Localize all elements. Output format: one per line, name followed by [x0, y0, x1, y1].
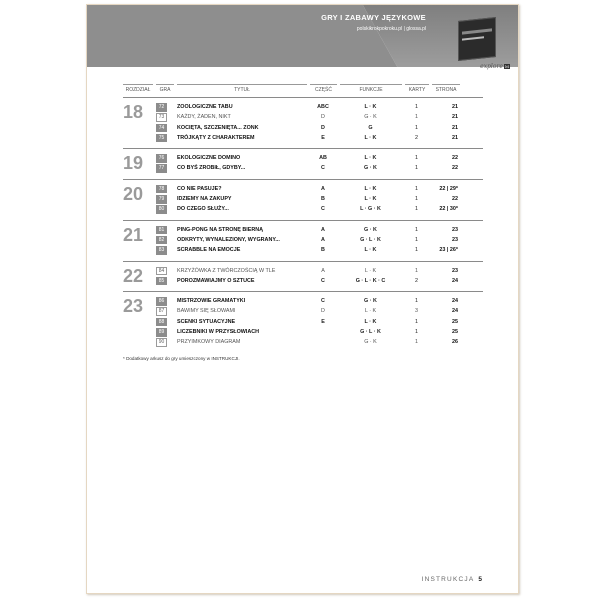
game-part: A — [321, 226, 325, 233]
header-url: polskikrokpokroku.pl | glossa.pl — [356, 26, 426, 32]
game-number: 77 — [156, 164, 167, 173]
game-title: CO BYŚ ZROBIŁ, GDYBY... — [177, 165, 246, 172]
game-part: ABC — [317, 104, 329, 110]
brand-badge: M — [504, 64, 509, 69]
game-functions: L · K — [364, 318, 377, 325]
table-row — [156, 184, 483, 194]
game-functions: L · K — [364, 155, 377, 162]
table-row — [156, 112, 483, 122]
game-cards: 1 — [415, 124, 418, 131]
game-part: AB — [319, 155, 327, 162]
game-title: SCRABBLE NA EMOCJE — [177, 247, 241, 254]
game-cards: 1 — [415, 114, 418, 121]
table-row — [156, 306, 483, 316]
game-functions: L · K — [364, 104, 377, 110]
game-part: E — [321, 134, 325, 141]
game-part: C — [321, 298, 325, 305]
game-number: 81 — [156, 226, 167, 235]
footer-label: INSTRUKCJA — [421, 576, 475, 583]
col-header-page: STRONA — [432, 84, 460, 95]
book-cover-image — [458, 17, 496, 61]
chapter-number: 22 — [123, 265, 144, 286]
game-number: 79 — [156, 195, 167, 204]
game-part — [308, 337, 338, 347]
col-header-cards: KARTY — [405, 84, 429, 95]
game-part: C — [321, 165, 325, 172]
table-row — [156, 153, 483, 163]
game-title: KRZYŻÓWKA Z TWÓRCZOŚCIĄ W TLE — [177, 267, 276, 274]
game-cards: 1 — [415, 196, 418, 203]
table-row — [156, 337, 483, 347]
game-title: CO NIE PASUJE? — [177, 185, 222, 192]
game-number: 72 — [156, 103, 167, 112]
game-number: 83 — [156, 246, 167, 255]
game-page: 21 — [452, 104, 458, 110]
table-header — [123, 84, 483, 95]
col-header-part: CZĘŚĆ — [310, 84, 337, 95]
col-header-functions: FUNKCJE — [340, 84, 402, 95]
game-functions: G · K — [364, 226, 377, 233]
game-page: 25 — [452, 318, 458, 325]
game-cards: 1 — [415, 155, 418, 162]
table-row — [156, 123, 483, 133]
chapter-number: 23 — [123, 296, 144, 317]
game-title: LICZEBNIKI W PRZYSŁOWIACH — [177, 329, 260, 336]
game-functions: L · K — [364, 308, 377, 315]
game-functions: L · K — [364, 247, 377, 254]
table-row — [156, 102, 483, 112]
game-page: 24 — [452, 298, 458, 305]
game-page: 22 | 30* — [439, 206, 458, 213]
game-page: 24 — [452, 277, 458, 284]
game-part: A — [321, 236, 325, 243]
game-number: 82 — [156, 236, 167, 245]
chapter-group — [123, 291, 483, 347]
game-functions: G · K — [364, 114, 377, 121]
chapter-number: 21 — [123, 224, 144, 245]
game-page: 22 — [452, 155, 458, 162]
game-functions: L · K — [364, 134, 377, 141]
chapter-number: 20 — [123, 183, 144, 204]
game-part: D — [321, 124, 325, 131]
game-number: 78 — [156, 185, 167, 194]
game-page: 21 — [452, 134, 458, 141]
game-number: 76 — [156, 154, 167, 163]
chapter-number: 19 — [123, 153, 144, 174]
game-cards: 1 — [415, 298, 418, 305]
table-row — [156, 296, 483, 306]
game-page: 22 | 29* — [439, 185, 458, 192]
game-part: D — [321, 114, 325, 121]
game-part: A — [321, 267, 325, 274]
game-title: IDZIEMY NA ZAKUPY — [177, 196, 232, 203]
game-part: A — [321, 185, 325, 192]
game-number: 89 — [156, 328, 167, 337]
game-part: E — [321, 318, 325, 325]
game-title: KAŻDY, ŻADEN, NIKT — [177, 114, 231, 121]
chapter-group — [123, 220, 483, 256]
game-functions: G · K — [364, 339, 377, 346]
game-number: 74 — [156, 124, 167, 133]
game-cards: 1 — [415, 339, 418, 346]
game-cards: 1 — [415, 104, 418, 110]
table-row — [156, 194, 483, 204]
table-row — [156, 163, 483, 173]
game-functions: L · K — [364, 196, 377, 203]
brand-logo — [480, 63, 510, 70]
game-number: 87 — [156, 307, 167, 316]
game-number: 90 — [156, 338, 167, 347]
game-page: 21 — [452, 124, 458, 131]
table-row — [156, 204, 483, 214]
games-table — [123, 84, 483, 348]
table-row — [156, 266, 483, 276]
table-row — [156, 133, 483, 143]
table-row — [156, 276, 483, 286]
game-cards: 1 — [415, 267, 418, 274]
game-page: 26 — [452, 339, 458, 346]
game-page: 22 — [452, 196, 458, 203]
game-title: PRZYIMKOWY DIAGRAM — [177, 339, 241, 346]
game-cards: 1 — [415, 318, 418, 325]
game-number: 86 — [156, 297, 167, 306]
game-title: KOCIĘTA, SZCZENIĘTA... ZONK — [177, 124, 259, 131]
table-row — [156, 327, 483, 337]
game-functions: G · L · K · C — [355, 277, 386, 284]
game-functions: L · G · K — [360, 206, 381, 213]
game-title: PING-PONG NA STRONĘ BIERNĄ — [177, 226, 264, 233]
game-functions: G · K — [364, 298, 377, 305]
game-title: EKOLOGICZNE DOMINO — [177, 155, 241, 162]
game-title: ZOOLOGICZNE TABU — [177, 104, 233, 110]
game-page: 25 — [452, 329, 458, 336]
game-number: 88 — [156, 318, 167, 327]
game-cards: 2 — [415, 277, 418, 284]
game-cards: 1 — [415, 185, 418, 192]
game-functions: L · K — [364, 185, 377, 192]
chapter-number: 18 — [123, 102, 144, 122]
game-functions: G · L · K — [360, 329, 381, 336]
game-page: 24 — [452, 308, 458, 315]
game-page: 23 — [452, 226, 458, 233]
game-title: SCENKI SYTUACYJNE — [177, 318, 236, 325]
game-title: POROZMAWIAJMY O SZTUCE — [177, 277, 255, 284]
table-row — [156, 245, 483, 255]
game-number: 84 — [156, 267, 167, 276]
game-title: DO CZEGO SŁUŻY... — [177, 206, 229, 213]
chapter-group — [123, 97, 483, 143]
page-footer — [422, 576, 482, 583]
page-number: 5 — [478, 576, 482, 583]
game-part: C — [321, 206, 325, 213]
brand-name: explore — [480, 63, 503, 70]
game-number: 85 — [156, 277, 167, 286]
game-title: ODKRYTY, WYNALEZIONY, WYGRANY... — [177, 236, 280, 243]
game-number: 75 — [156, 134, 167, 143]
game-title: MISTRZOWIE GRAMATYKI — [177, 298, 246, 305]
game-cards: 2 — [415, 134, 418, 141]
col-header-chapter: ROZDZIAŁ — [123, 84, 153, 95]
game-part: C — [321, 277, 325, 284]
chapter-group — [123, 261, 483, 287]
document-page — [86, 4, 519, 594]
footnote: * Dodatkowy arkusz do gry umieszczony w INSTRUKCJI. — [123, 356, 240, 361]
game-title: BAWIMY SIĘ SŁOWAMI — [177, 308, 236, 315]
game-cards: 1 — [415, 329, 418, 336]
game-cards: 1 — [415, 236, 418, 243]
game-page: 23 — [452, 267, 458, 274]
chapter-group — [123, 179, 483, 215]
game-page: 21 — [452, 114, 458, 121]
col-header-game: GRA — [156, 84, 174, 95]
game-page: 22 — [452, 165, 458, 172]
game-title: TRÓJKĄTY Z CHARAKTEREM — [177, 134, 255, 141]
col-header-title: TYTUŁ — [177, 84, 307, 95]
game-part: D — [321, 308, 325, 315]
table-row — [156, 235, 483, 245]
game-number: 80 — [156, 205, 167, 214]
table-body — [123, 97, 483, 348]
table-row — [156, 317, 483, 327]
game-cards: 1 — [415, 165, 418, 172]
game-part — [308, 327, 338, 337]
game-cards: 1 — [415, 206, 418, 213]
game-functions: G · L · K — [360, 236, 381, 243]
game-cards: 1 — [415, 226, 418, 233]
game-cards: 3 — [415, 308, 418, 315]
header-title: GRY I ZABAWY JĘZYKOWE — [321, 13, 426, 22]
game-number: 73 — [156, 113, 167, 122]
game-cards: 1 — [415, 247, 418, 254]
game-page: 23 — [452, 236, 458, 243]
game-part: B — [321, 247, 325, 254]
game-functions: G · K — [364, 165, 377, 172]
table-row — [156, 225, 483, 235]
game-functions: G — [368, 124, 373, 131]
game-functions: L · K — [364, 267, 377, 274]
game-page: 23 | 26* — [439, 247, 458, 254]
chapter-group — [123, 148, 483, 174]
game-part: B — [321, 196, 325, 203]
